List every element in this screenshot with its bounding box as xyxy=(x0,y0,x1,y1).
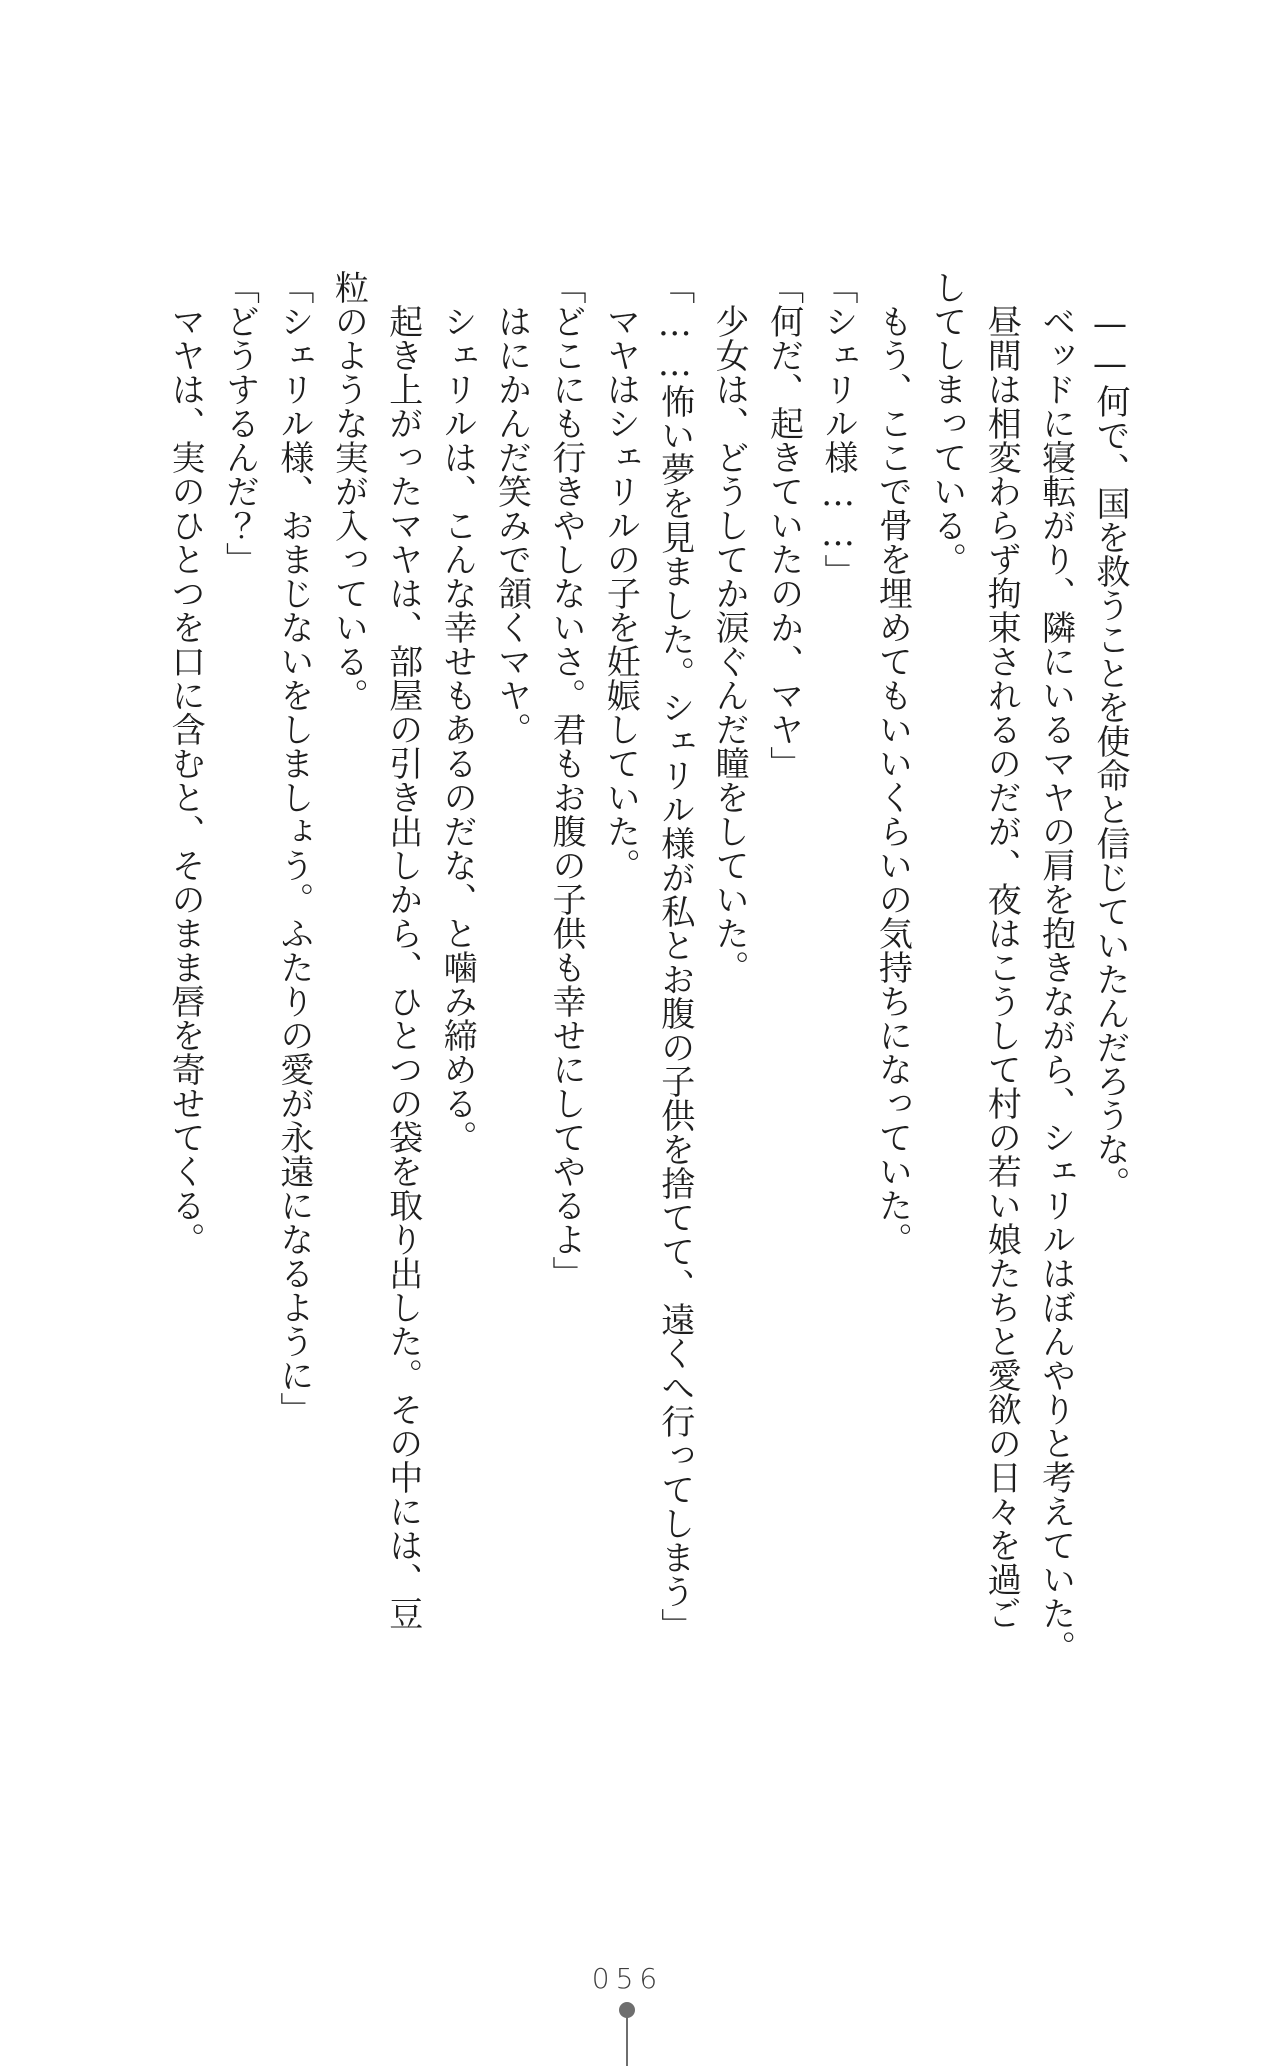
text-line: ベッドに寝転がり、隣にいるマヤの肩を抱きながら、シェリルはぼんやりと考えていた。 xyxy=(1035,304,1076,1664)
text-line: マヤはシェリルの子を妊娠していた。 xyxy=(600,304,641,882)
text-line: してしまっている。 xyxy=(926,270,967,576)
text-line: ——何で、国を救うことを使命と信じていたんだろうな。 xyxy=(1090,304,1130,1200)
text-line: 昼間は相変わらず拘束されるのだが、夜はこうして村の若い娘たちと愛欲の日々を過ご xyxy=(981,304,1022,1630)
text-line: 少女は、どうしてか涙ぐんだ瞳をしていた。 xyxy=(709,304,750,984)
text-line: シェリルは、こんな幸せもあるのだな、と噛み締める。 xyxy=(437,304,478,1154)
page-number: 056 xyxy=(591,1962,664,1995)
text-block xyxy=(158,270,1137,1670)
text-line: 「何だ、起きていたのか、マヤ」 xyxy=(763,270,804,780)
text-line: 「どこにも行きやしないさ。君もお腹の子供も幸せにしてやるよ」 xyxy=(545,270,586,1290)
text-line: 「どうするんだ？」 xyxy=(219,270,260,576)
footer-stem-line xyxy=(626,2014,628,2066)
text-line: 粒のような実が入っている。 xyxy=(328,270,369,712)
text-line: 起き上がったマヤは、部屋の引き出しから、ひとつの袋を取り出した。その中には、豆 xyxy=(382,304,423,1630)
text-line: 「シェリル様、おまじないをしましょう。ふたりの愛が永遠になるように」 xyxy=(273,270,314,1426)
text-line: マヤは、実のひとつを口に含むと、そのまま唇を寄せてくる。 xyxy=(165,304,206,1256)
text-line: 「シェリル様……」 xyxy=(817,270,858,588)
text-line: もう、ここで骨を埋めてもいいくらいの気持ちになっていた。 xyxy=(872,304,913,1256)
text-line: 「……怖い夢を見ました。シェリル様が私とお腹の子供を捨てて、遠くへ行ってしまう」 xyxy=(654,270,695,1642)
text-line: はにかんだ笑みで頷くマヤ。 xyxy=(491,304,532,746)
